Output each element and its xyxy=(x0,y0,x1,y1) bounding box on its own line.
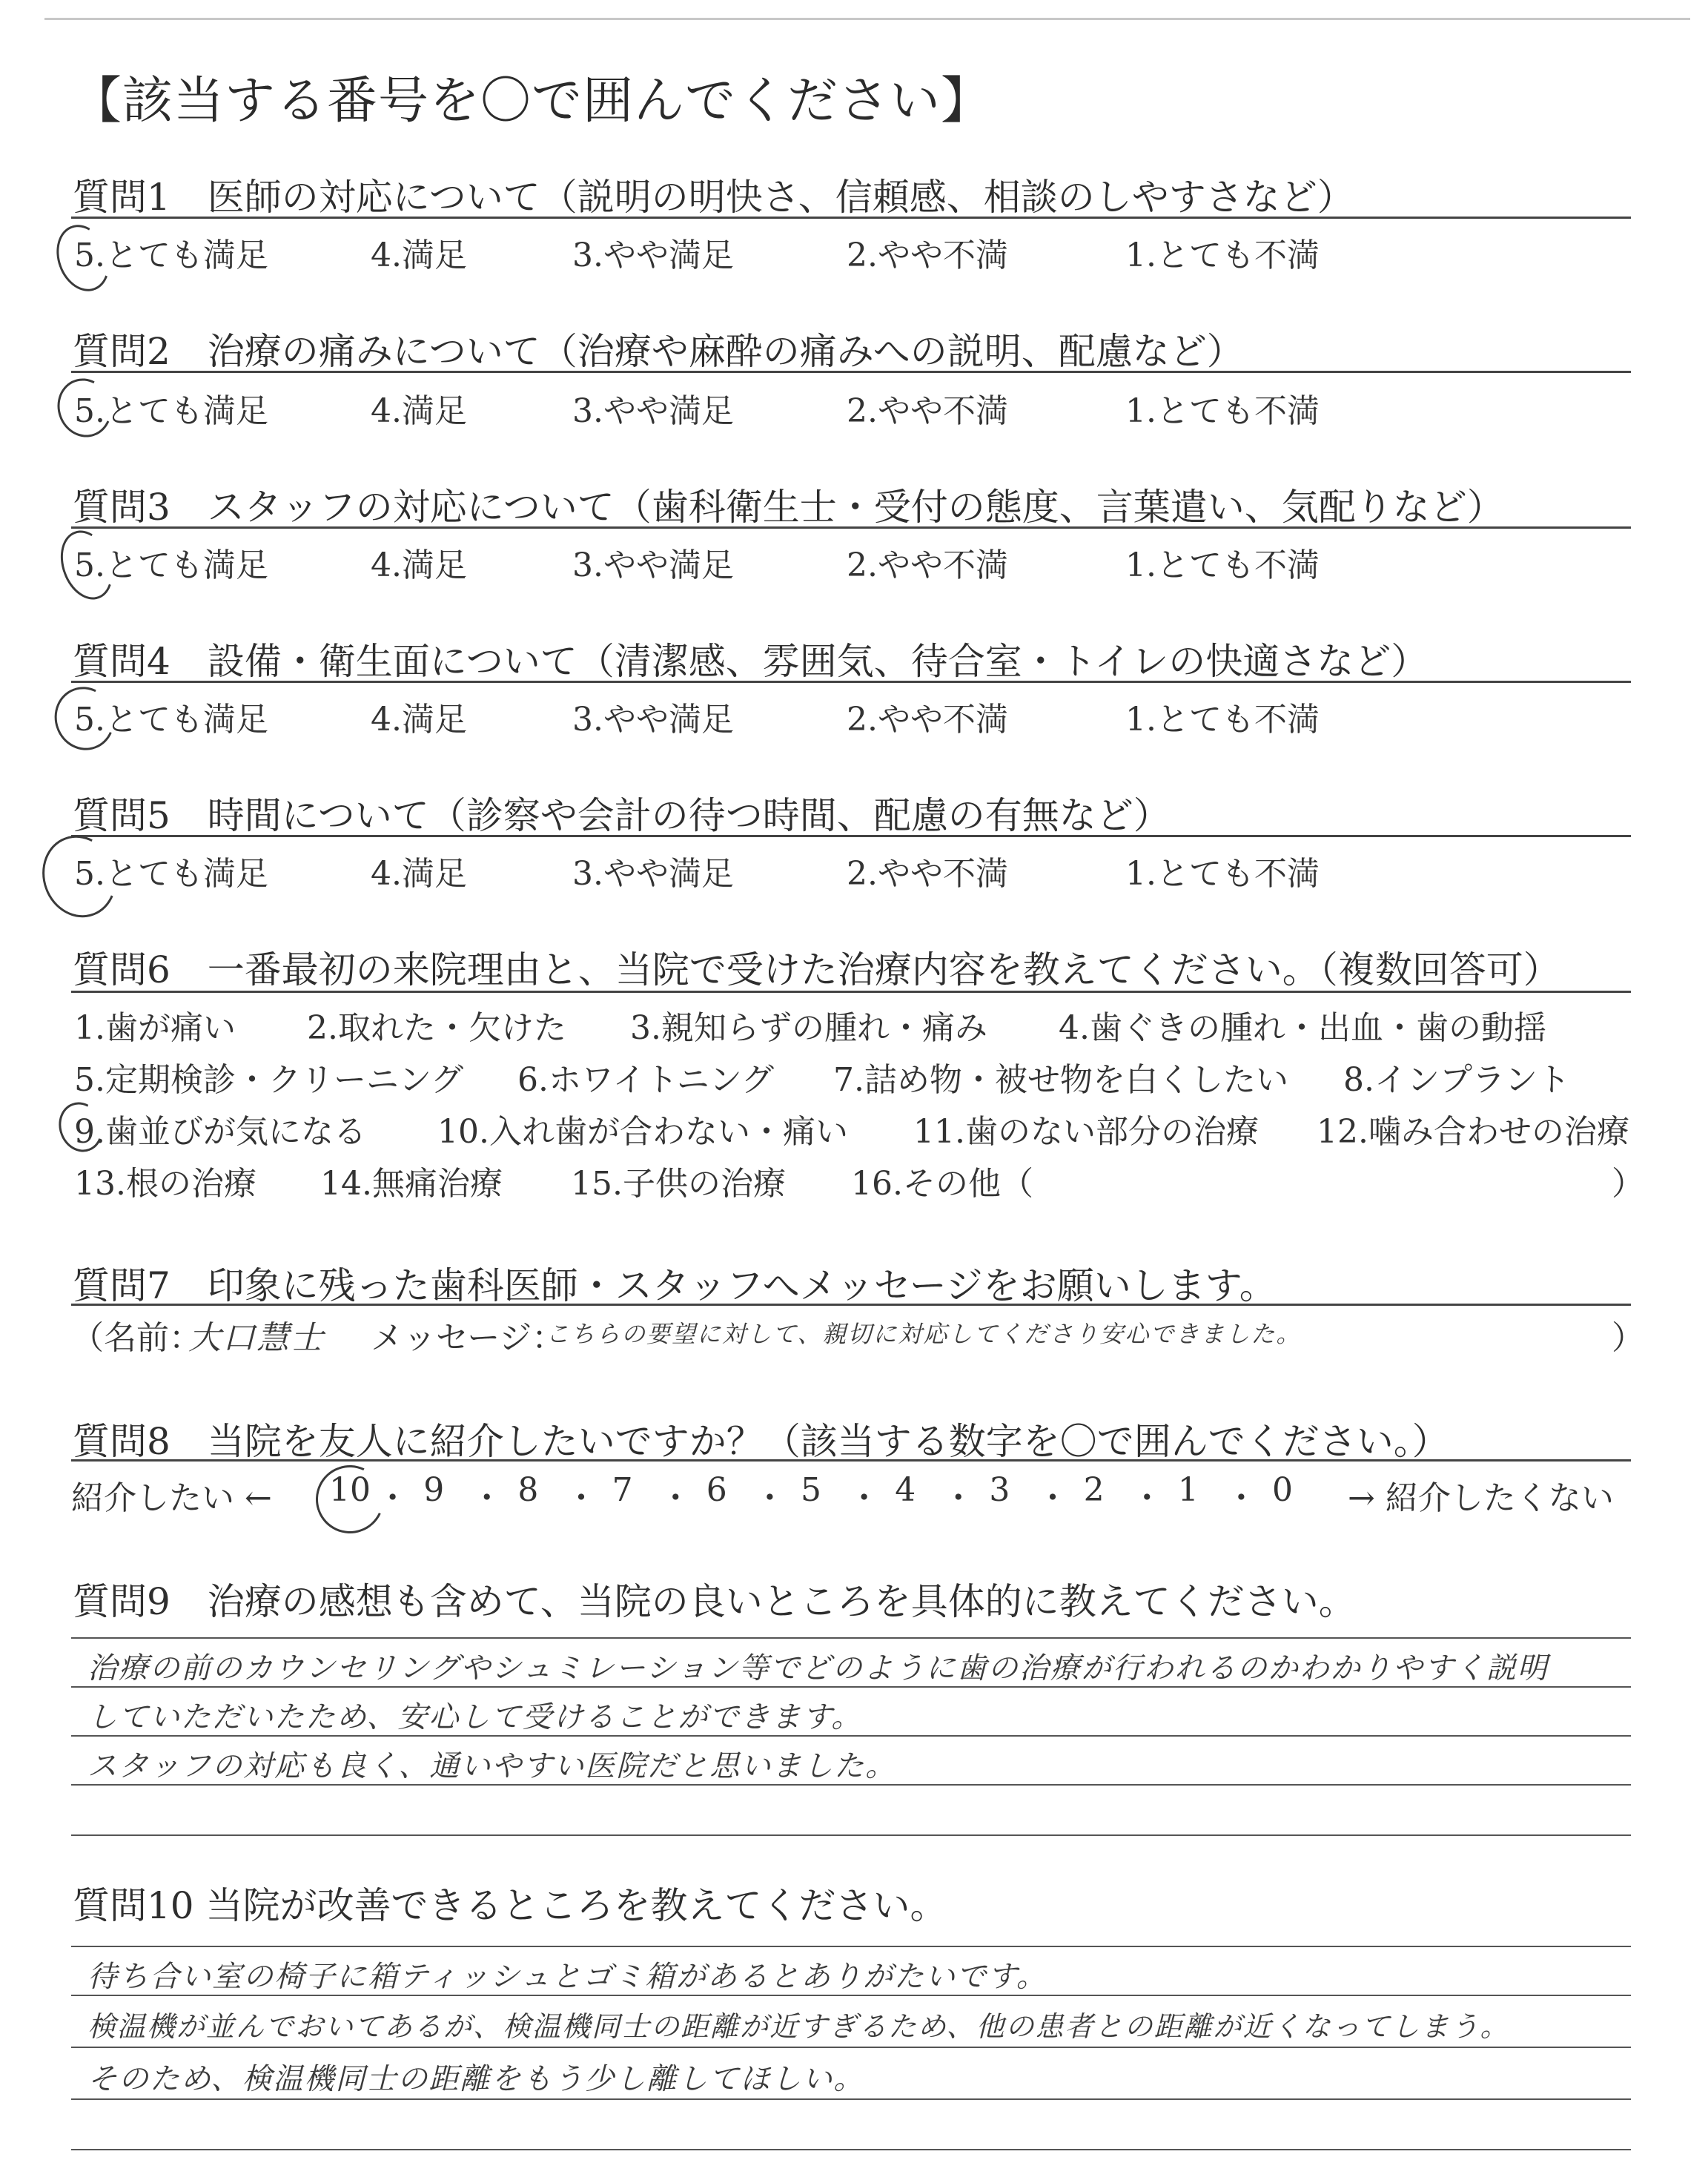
q5-option-1[interactable]: 1.とても不満 xyxy=(1125,855,1320,893)
answer-line xyxy=(71,1946,1631,1947)
q8-scale-value[interactable]: 1 xyxy=(1177,1471,1199,1509)
q6-option-15[interactable]: 15.子供の治療 xyxy=(571,1165,786,1203)
q6-option-1[interactable]: 1.歯が痛い xyxy=(74,1009,236,1047)
q3-option-1[interactable]: 1.とても不満 xyxy=(1125,546,1320,584)
question-8: 質問8 当院を友人に紹介したいですか？（該当する数字を〇で囲んでください。） xyxy=(73,1420,1449,1463)
question-3: 質問3 スタッフの対応について（歯科衛生士・受付の態度、言葉遣い、気配りなど） xyxy=(73,486,1504,529)
rule xyxy=(71,217,1631,219)
q8-scale-value[interactable]: 10 xyxy=(329,1471,371,1509)
q8-separator: ・ xyxy=(941,1479,975,1517)
q6-option-7[interactable]: 7.詰め物・被せ物を白くしたい xyxy=(833,1061,1288,1099)
q1-option-4[interactable]: 4.満足 xyxy=(371,237,467,274)
question-5: 質問5 時間について（診察や会計の待つ時間、配慮の有無など） xyxy=(73,794,1171,837)
q2-option-5[interactable]: 5.とても満足 xyxy=(74,392,268,430)
q2-option-2[interactable]: 2.やや不満 xyxy=(847,392,1008,430)
question-6: 質問6 一番最初の来院理由と、当院で受けた治療内容を教えてください。（複数回答可） xyxy=(73,948,1560,991)
q8-left-label: 紹介したい ← xyxy=(71,1479,272,1517)
q3-option-3[interactable]: 3.やや満足 xyxy=(572,546,734,584)
q6-option-6[interactable]: 6.ホワイトニング xyxy=(517,1061,775,1099)
q9-answer-line-1[interactable]: 治療の前のカウンセリングやシュミレーション等でどのように歯の治療が行われるのかわかりやすく説明 xyxy=(87,1651,1549,1685)
q6-option-2[interactable]: 2.取れた・欠けた xyxy=(307,1009,566,1047)
q3-option-4[interactable]: 4.満足 xyxy=(371,546,467,584)
q7-message-value[interactable]: こちらの要望に対して、親切に対応してくださり安心できました。 xyxy=(546,1320,1302,1348)
q2-option-1[interactable]: 1.とても不満 xyxy=(1125,392,1320,430)
q1-option-1[interactable]: 1.とても不満 xyxy=(1125,237,1320,274)
q6-option-4[interactable]: 4.歯ぐきの腫れ・出血・歯の動揺 xyxy=(1059,1009,1546,1047)
q4-option-4[interactable]: 4.満足 xyxy=(371,701,467,739)
q8-scale-value[interactable]: 6 xyxy=(706,1471,727,1509)
question-9: 質問9 治療の感想も含めて、当院の良いところを具体的に教えてください。 xyxy=(73,1580,1356,1623)
q7-close-paren: ） xyxy=(1612,1319,1644,1357)
q4-option-1[interactable]: 1.とても不満 xyxy=(1125,701,1320,739)
q6-option-5[interactable]: 5.定期検診・クリーニング xyxy=(74,1061,464,1099)
question-7: 質問7 印象に残った歯科医師・スタッフへメッセージをお願いします。 xyxy=(73,1264,1277,1307)
q6-option-14[interactable]: 14.無痛治療 xyxy=(320,1165,503,1203)
answer-line xyxy=(71,2047,1631,2048)
q6-option-9[interactable]: 9.歯並びが気になる xyxy=(74,1113,366,1151)
rule xyxy=(71,1304,1631,1306)
q3-option-5[interactable]: 5.とても満足 xyxy=(74,546,268,584)
question-2: 質問2 治療の痛みについて（治療や麻酔の痛みへの説明、配慮など） xyxy=(73,330,1244,373)
q6-option-13[interactable]: 13.根の治療 xyxy=(74,1165,256,1203)
q3-option-2[interactable]: 2.やや不満 xyxy=(847,546,1008,584)
q4-option-5[interactable]: 5.とても満足 xyxy=(74,701,268,739)
q10-answer-line-3[interactable]: そのため、検温機同士の距離をもう少し離してほしい。 xyxy=(87,2062,865,2096)
q7-name-label: （名前： xyxy=(71,1319,202,1357)
selection-circle xyxy=(52,524,122,607)
q7-name-value[interactable]: 大口慧士 xyxy=(188,1319,325,1357)
q8-scale-value[interactable]: 0 xyxy=(1272,1471,1293,1509)
q8-separator: ・ xyxy=(1036,1479,1069,1517)
q10-answer-line-2[interactable]: 検温機が並んでおいてあるが、検温機同士の距離が近すぎるため、他の患者との距離が近くなってしまう。 xyxy=(87,2010,1510,2043)
q2-option-3[interactable]: 3.やや満足 xyxy=(572,392,734,430)
q6-option-16[interactable]: 16.その他（ xyxy=(851,1165,1033,1203)
q1-option-2[interactable]: 2.やや不満 xyxy=(847,237,1008,274)
selection-circle xyxy=(31,825,128,928)
q8-separator: ・ xyxy=(1131,1479,1164,1517)
q6-option-3[interactable]: 3.親知らずの腫れ・痛み xyxy=(630,1009,987,1047)
q8-scale-value[interactable]: 8 xyxy=(517,1471,539,1509)
q6-option-10[interactable]: 10.入れ歯が合わない・痛い xyxy=(437,1113,848,1151)
rule xyxy=(71,526,1631,529)
q1-option-3[interactable]: 3.やや満足 xyxy=(572,237,734,274)
q4-option-2[interactable]: 2.やや不満 xyxy=(847,701,1008,739)
rule xyxy=(71,991,1631,993)
question-1: 質問1 医師の対応について（説明の明快さ、信頼感、相談のしやすさなど） xyxy=(73,176,1354,219)
rule xyxy=(71,1459,1631,1462)
q5-option-2[interactable]: 2.やや不満 xyxy=(847,855,1008,893)
q5-option-5[interactable]: 5.とても満足 xyxy=(74,855,268,893)
selection-circle xyxy=(49,371,119,445)
q9-answer-line-2[interactable]: していただいたため、安心して受けることができます。 xyxy=(87,1700,863,1734)
q4-option-3[interactable]: 3.やや満足 xyxy=(572,701,734,739)
q8-separator: ・ xyxy=(1225,1479,1258,1517)
selection-circle xyxy=(306,1456,394,1543)
q8-scale-value[interactable]: 5 xyxy=(801,1471,821,1509)
question-4: 質問4 設備・衛生面について（清潔感、雰囲気、待合室・トイレの快適さなど） xyxy=(73,640,1429,683)
q8-scale-value[interactable]: 7 xyxy=(612,1471,633,1509)
q6-option-8[interactable]: 8.インプラント xyxy=(1343,1061,1570,1099)
q10-answer-line-1[interactable]: 待ち合い室の椅子に箱ティッシュとゴミ箱があるとありがたいです。 xyxy=(87,1960,1047,1994)
q6-option-12[interactable]: 12.噛み合わせの治療 xyxy=(1317,1113,1629,1151)
q8-separator: ・ xyxy=(376,1479,409,1517)
answer-line xyxy=(71,2098,1631,2100)
q1-option-5[interactable]: 5.とても満足 xyxy=(74,237,268,274)
answer-line xyxy=(71,2149,1631,2150)
q8-separator: ・ xyxy=(753,1479,787,1517)
q8-separator: ・ xyxy=(470,1479,503,1517)
question-10: 質問10 当院が改善できるところを教えてください。 xyxy=(73,1884,947,1927)
answer-line xyxy=(71,1834,1631,1836)
q6-close-paren: ） xyxy=(1612,1165,1644,1203)
q7-message-label: メッセージ： xyxy=(371,1319,565,1357)
q8-separator: ・ xyxy=(847,1479,881,1517)
q8-scale-value[interactable]: 3 xyxy=(989,1471,1010,1509)
q8-separator: ・ xyxy=(565,1479,598,1517)
q5-option-3[interactable]: 3.やや満足 xyxy=(572,855,734,893)
q8-scale-value[interactable]: 9 xyxy=(423,1471,445,1509)
page-title: 【該当する番号を〇で囲んでください】 xyxy=(71,72,993,131)
q8-right-label: → 紹介したくない xyxy=(1348,1479,1614,1517)
rule xyxy=(71,681,1631,683)
q5-option-4[interactable]: 4.満足 xyxy=(371,855,467,893)
q8-separator: ・ xyxy=(659,1479,692,1517)
q8-scale-value[interactable]: 2 xyxy=(1083,1471,1105,1509)
rule xyxy=(71,371,1631,373)
q9-answer-line-3[interactable]: スタッフの対応も良く、通いやすい医院だと思いました。 xyxy=(87,1749,897,1783)
q2-option-4[interactable]: 4.満足 xyxy=(371,392,467,430)
selection-circle xyxy=(46,678,124,759)
top-border xyxy=(44,18,1690,20)
answer-line xyxy=(71,1637,1631,1639)
q8-scale-value[interactable]: 4 xyxy=(895,1471,916,1509)
q6-option-11[interactable]: 11.歯のない部分の治療 xyxy=(913,1113,1259,1151)
rule xyxy=(71,835,1631,837)
